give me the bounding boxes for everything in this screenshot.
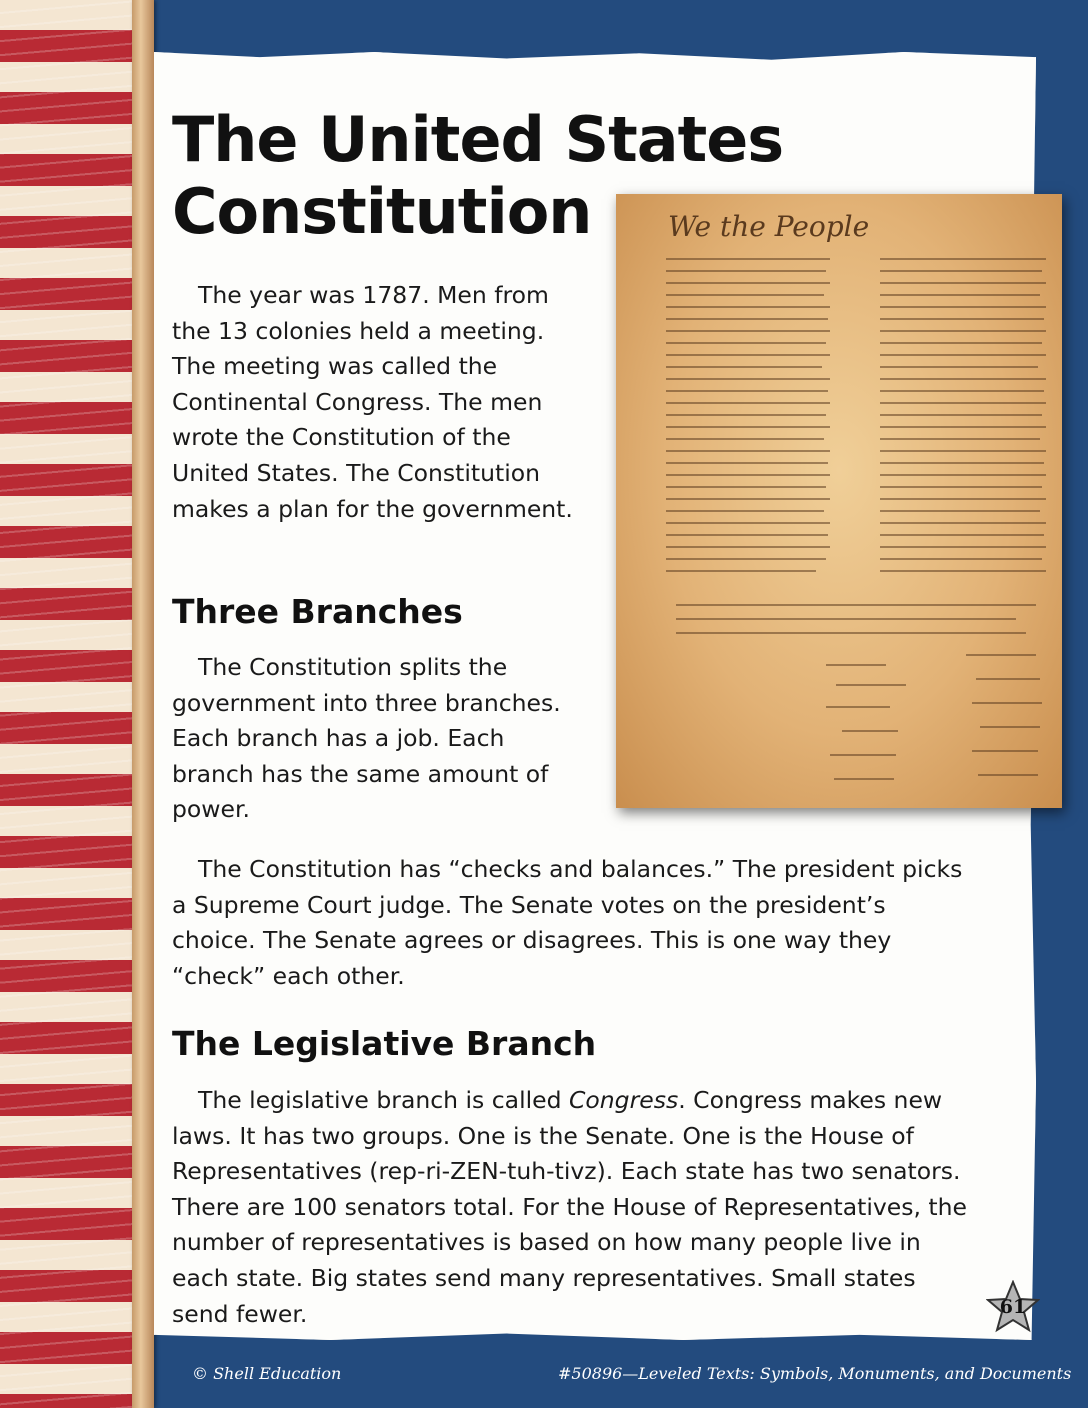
- legislative-paragraph: [172, 1083, 972, 1332]
- checks-paragraph: The Constitution has “checks and balances.” The president picks a Supreme Court judge. The Senate votes on the president’s choice. The Senate agrees or disagrees. This is one way they “check” each other.: [172, 855, 963, 990]
- intro-paragraph: The year was 1787. Men from the 13 colonies held a meeting. The meeting was called the Continental Congress. The men wrote the Constitution of the United States. The Constitution makes a plan for the government.: [172, 281, 573, 523]
- three-branches-paragraph: The Constitution splits the government into three branches. Each branch has a job. Each branch has the same amount of power.: [172, 653, 561, 824]
- decorative-stripes: [0, 0, 140, 1408]
- legislative-text-end: . Congress makes new laws. It has two groups. One is the Senate. One is the House of Representatives (rep-ri-ZEN-tuh-tivz). Each state has two senators. There are 100 senators total. For the House of Representatives, the number of representatives is based on how many people live in each state. Big states send many representatives. Small states send fewer.: [172, 1086, 967, 1328]
- legislative-text-start: The legislative branch is called: [198, 1086, 569, 1114]
- constitution-document-image: [616, 194, 1062, 808]
- book-spine: [132, 0, 154, 1408]
- page-number: 61: [999, 1296, 1027, 1318]
- page-title-line-1: The United States: [172, 103, 784, 176]
- congress-term: Congress: [569, 1086, 679, 1114]
- we-the-people-script: We the People: [668, 210, 870, 243]
- three-branches-heading: Three Branches: [172, 592, 463, 631]
- legislative-heading: The Legislative Branch: [172, 1024, 597, 1063]
- page-title-line-2: Constitution: [172, 175, 592, 248]
- footer-book-title: #50896—Leveled Texts: Symbols, Monuments, and Documents: [558, 1364, 1072, 1383]
- footer-copyright: © Shell Education: [192, 1364, 342, 1383]
